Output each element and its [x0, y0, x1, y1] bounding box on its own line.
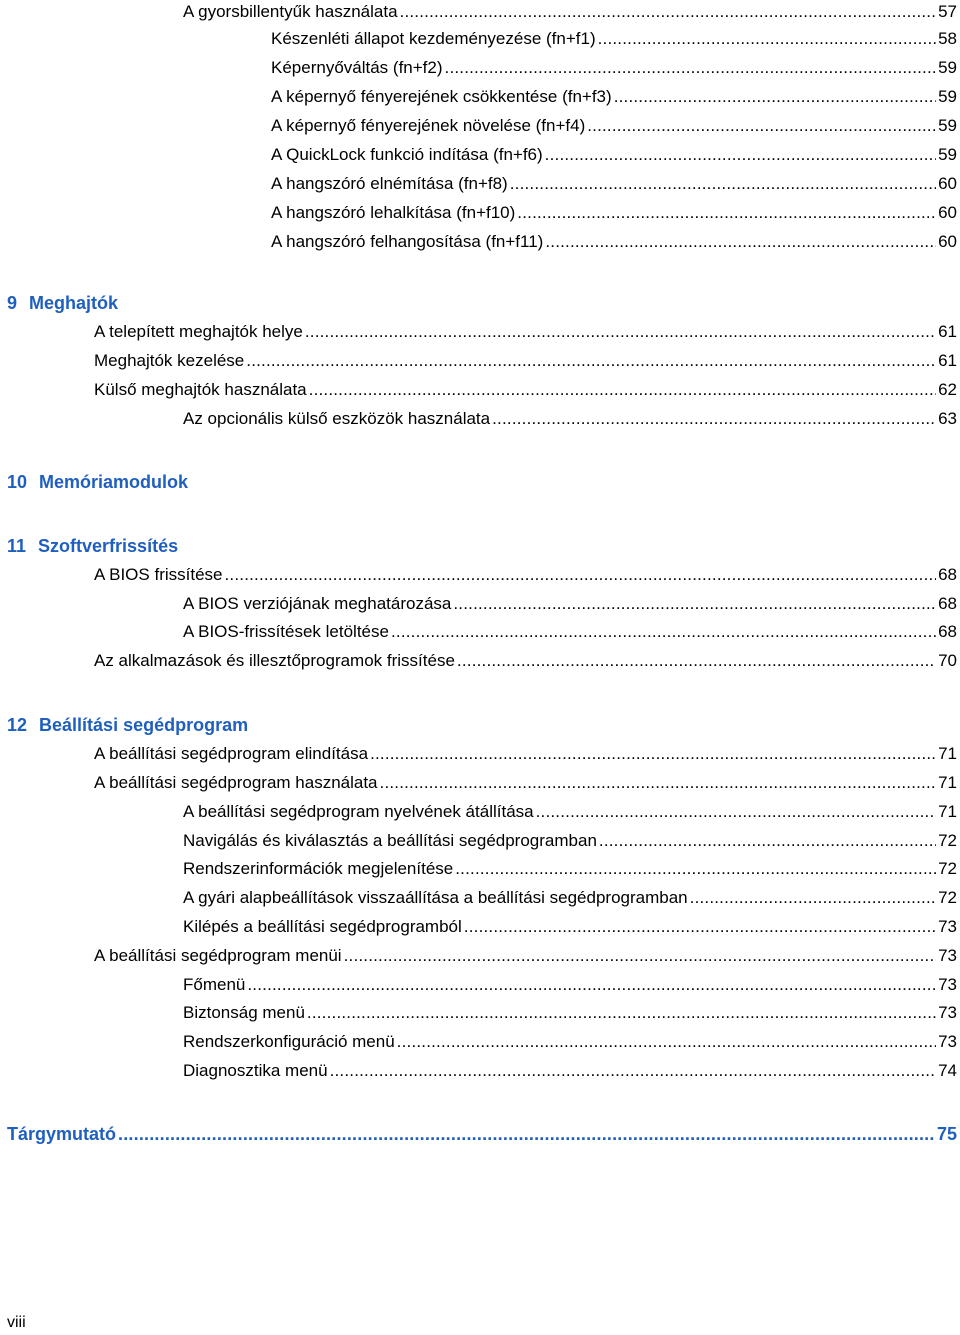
toc-entry[interactable] — [183, 915, 957, 939]
toc-index-entry[interactable] — [7, 1122, 957, 1146]
toc-leader-dots — [370, 742, 936, 766]
toc-entry[interactable] — [94, 742, 957, 766]
toc-entry-title: A hangszóró elnémítása (fn+f8) — [271, 174, 508, 193]
toc-entry-title: A BIOS frissítése — [94, 565, 223, 584]
toc-entry-title: Készenléti állapot kezdeményezése (fn+f1) — [271, 29, 596, 48]
toc-entry[interactable] — [271, 201, 957, 225]
chapter-number: 10 — [7, 472, 28, 492]
toc-leader-dots — [246, 349, 936, 373]
toc-entry-page: 72 — [938, 831, 957, 850]
toc-entry[interactable] — [94, 771, 957, 795]
toc-entry[interactable] — [183, 620, 957, 644]
toc-entry-page: 68 — [938, 565, 957, 584]
toc-entry-title: Diagnosztika menü — [183, 1061, 328, 1080]
toc-entry-title: A hangszóró lehalkítása (fn+f10) — [271, 203, 516, 222]
toc-leader-dots — [598, 27, 936, 51]
toc-leader-dots — [492, 407, 936, 431]
toc-entry-title: A hangszóró felhangosítása (fn+f11) — [271, 232, 544, 251]
page-number: viii — [7, 1314, 26, 1331]
toc-leader-dots — [457, 649, 936, 673]
toc-entry-page: 73 — [938, 1003, 957, 1022]
toc-leader-dots — [225, 563, 937, 587]
toc-entry-page: 58 — [938, 29, 957, 48]
toc-entry[interactable] — [94, 563, 957, 587]
toc-entry-title: Az opcionális külső eszközök használata — [183, 409, 491, 428]
toc-entry-title: A beállítási segédprogram nyelvének átállítása — [183, 802, 534, 821]
toc-entry-page: 61 — [938, 351, 957, 370]
toc-entry[interactable] — [94, 944, 957, 968]
chapter-title: Szoftverfrissítés — [38, 536, 179, 556]
toc-entry-title: Főmenü — [183, 975, 246, 994]
toc-entry-page: 62 — [938, 380, 957, 399]
toc-entry[interactable] — [271, 56, 957, 80]
toc-entry-title: Rendszerinformációk megjelenítése — [183, 859, 454, 878]
toc-entry-page: 59 — [938, 145, 957, 164]
toc-entry-page: 68 — [938, 622, 957, 641]
chapter-number: 12 — [7, 715, 28, 735]
index-title: Tárgymutató — [7, 1124, 117, 1144]
toc-entry[interactable] — [183, 1001, 957, 1025]
toc-entry[interactable] — [183, 829, 957, 853]
toc-entry[interactable] — [271, 230, 957, 254]
toc-entry-page: 73 — [938, 1032, 957, 1051]
chapter-heading[interactable] — [7, 291, 118, 315]
toc-entry-page: 71 — [938, 773, 957, 792]
toc-leader-dots — [391, 620, 936, 644]
toc-leader-dots — [247, 973, 936, 997]
toc-leader-dots — [614, 85, 936, 109]
toc-entry[interactable] — [271, 85, 957, 109]
toc-entry[interactable] — [271, 172, 957, 196]
toc-entry[interactable] — [183, 857, 957, 881]
toc-leader-dots — [587, 114, 936, 138]
toc-entry[interactable] — [183, 973, 957, 997]
toc-entry[interactable] — [271, 114, 957, 138]
toc-leader-dots — [309, 378, 936, 402]
toc-entry-title: A gyári alapbeállítások visszaállítása a beállítási segédprogramban — [183, 888, 688, 907]
toc-entry-title: Az alkalmazások és illesztőprogramok frissítése — [94, 651, 455, 670]
toc-entry-title: Külső meghajtók használata — [94, 380, 307, 399]
toc-leader-dots — [118, 1122, 935, 1146]
toc-entry-title: A képernyő fényerejének növelése (fn+f4) — [271, 116, 586, 135]
toc-entry-page: 68 — [938, 594, 957, 613]
toc-entry-page: 71 — [938, 744, 957, 763]
chapter-title: Meghajtók — [29, 293, 119, 313]
toc-entry-title: Navigálás és kiválasztás a beállítási segédprogramban — [183, 831, 597, 850]
toc-entry-page: 71 — [938, 802, 957, 821]
toc-entry[interactable] — [271, 27, 957, 51]
toc-entry[interactable] — [183, 592, 957, 616]
toc-leader-dots — [599, 829, 936, 853]
toc-entry-title: Biztonság menü — [183, 1003, 305, 1022]
toc-leader-dots — [344, 944, 936, 968]
toc-entry[interactable] — [94, 320, 957, 344]
toc-entry-page: 60 — [938, 174, 957, 193]
toc-leader-dots — [464, 915, 936, 939]
toc-entry-title: A telepített meghajtók helye — [94, 322, 303, 341]
toc-entry-page: 72 — [938, 859, 957, 878]
toc-leader-dots — [453, 592, 936, 616]
chapter-heading[interactable] — [7, 713, 248, 737]
toc-entry-title: Képernyőváltás (fn+f2) — [271, 58, 443, 77]
chapter-number: 11 — [7, 536, 27, 556]
toc-entry-page: 72 — [938, 888, 957, 907]
toc-leader-dots — [517, 201, 936, 225]
toc-leader-dots — [455, 857, 936, 881]
toc-entry-title: A beállítási segédprogram elindítása — [94, 744, 369, 763]
toc-leader-dots — [690, 886, 936, 910]
toc-entry-page: 73 — [938, 917, 957, 936]
toc-leader-dots — [545, 230, 936, 254]
toc-entry-page: 59 — [938, 116, 957, 135]
toc-leader-dots — [305, 320, 936, 344]
toc-entry[interactable] — [94, 349, 957, 373]
toc-entry-page: 61 — [938, 322, 957, 341]
toc-entry-title: A képernyő fényerejének csökkentése (fn+f3) — [271, 87, 612, 106]
toc-entry[interactable] — [183, 0, 957, 24]
toc-entry[interactable] — [183, 886, 957, 910]
toc-entry[interactable] — [183, 1030, 957, 1054]
toc-entry-page: 70 — [938, 651, 957, 670]
chapter-number: 9 — [7, 293, 18, 313]
toc-entry-title: Rendszerkonfiguráció menü — [183, 1032, 395, 1051]
chapter-title: Beállítási segédprogram — [39, 715, 249, 735]
toc-entry-page: 60 — [938, 232, 957, 251]
toc-entry-page: 59 — [938, 58, 957, 77]
toc-leader-dots — [307, 1001, 936, 1025]
toc-entry-title: A beállítási segédprogram menüi — [94, 946, 342, 965]
toc-entry[interactable] — [94, 378, 957, 402]
toc-entry-page: 60 — [938, 203, 957, 222]
toc-entry[interactable] — [183, 407, 957, 431]
toc-leader-dots — [380, 771, 937, 795]
toc-entry-title: Kilépés a beállítási segédprogramból — [183, 917, 462, 936]
toc-entry-title: A BIOS-frissítések letöltése — [183, 622, 389, 641]
toc-entry-page: 57 — [938, 2, 957, 21]
toc-entry-page: 73 — [938, 975, 957, 994]
toc-entry-title: A beállítási segédprogram használata — [94, 773, 378, 792]
toc-entry-title: Meghajtók kezelése — [94, 351, 245, 370]
chapter-heading[interactable] — [7, 534, 178, 558]
toc-entry-title: A gyorsbillentyűk használata — [183, 2, 398, 21]
toc-entry-title: A QuickLock funkció indítása (fn+f6) — [271, 145, 543, 164]
toc-entry[interactable] — [183, 1059, 957, 1083]
toc-leader-dots — [510, 172, 936, 196]
toc-entry[interactable] — [183, 800, 957, 824]
toc-entry[interactable] — [271, 143, 957, 167]
toc-entry-page: 74 — [938, 1061, 957, 1080]
toc-entry-page: 63 — [938, 409, 957, 428]
chapter-heading[interactable] — [7, 470, 188, 494]
toc-leader-dots — [445, 56, 937, 80]
toc-leader-dots — [536, 800, 936, 824]
toc-entry[interactable] — [94, 649, 957, 673]
index-page: 75 — [936, 1124, 957, 1144]
toc-leader-dots — [545, 143, 936, 167]
chapter-title: Memóriamodulok — [39, 472, 189, 492]
toc-leader-dots — [397, 1030, 936, 1054]
toc-entry-page: 59 — [938, 87, 957, 106]
toc-entry-title: A BIOS verziójának meghatározása — [183, 594, 452, 613]
toc-entry-page: 73 — [938, 946, 957, 965]
toc-leader-dots — [400, 0, 937, 24]
toc-leader-dots — [330, 1059, 937, 1083]
